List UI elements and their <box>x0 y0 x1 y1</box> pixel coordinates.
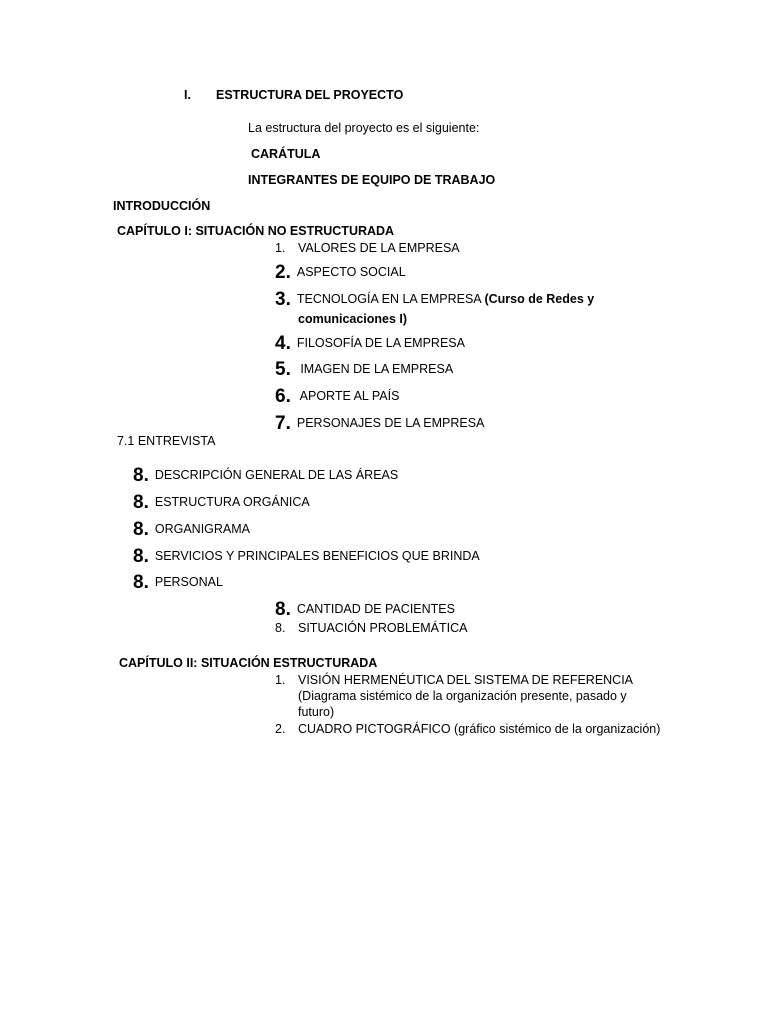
item-text: IMAGEN DE LA EMPRESA <box>296 362 454 376</box>
item-note: (Curso de Redes y <box>484 292 595 306</box>
item-number: 1. <box>275 241 286 255</box>
item-number: 8. <box>275 599 291 620</box>
item-note: (Diagrama sistémico de la organización presente, pasado y <box>298 689 627 703</box>
list-item <box>275 388 399 405</box>
item-number: 5. <box>275 359 291 380</box>
item-number: 8. <box>133 492 149 513</box>
item-note-continued: futuro) <box>298 705 335 719</box>
list-item <box>133 467 398 484</box>
item-note-continued: comunicaciones I) <box>298 312 408 326</box>
list-item <box>275 240 460 256</box>
list-item <box>275 264 406 281</box>
item-note: (gráfico sistémico de la organización) <box>454 722 661 736</box>
item-text: TECNOLOGÍA EN LA EMPRESA <box>296 292 481 306</box>
intro-sentence: La estructura del proyecto es el siguiente: <box>248 121 480 135</box>
item-number: 3. <box>275 289 291 310</box>
list-item <box>275 291 594 308</box>
item-number: 2. <box>275 262 291 283</box>
introduccion-heading: INTRODUCCIÓN <box>113 199 211 213</box>
item-number: 8. <box>133 519 149 540</box>
item-text: FILOSOFÍA DE LA EMPRESA <box>296 336 465 350</box>
list-item <box>275 672 633 688</box>
item-number: 2. <box>275 722 286 736</box>
item-text: CUADRO PICTOGRÁFICO <box>298 722 451 736</box>
item-number: 7. <box>275 413 291 434</box>
chapter2-title: CAPÍTULO II: SITUACIÓN ESTRUCTURADA <box>119 656 378 670</box>
item-text: ORGANIGRAMA <box>154 522 251 536</box>
item-text: DESCRIPCIÓN GENERAL DE LAS ÁREAS <box>154 468 399 482</box>
integrantes-heading: INTEGRANTES DE EQUIPO DE TRABAJO <box>248 173 496 187</box>
item-text: PERSONAJES DE LA EMPRESA <box>296 416 485 430</box>
item-text: PERSONAL <box>154 575 223 589</box>
item-text: SITUACIÓN PROBLEMÁTICA <box>298 621 468 635</box>
section-title: ESTRUCTURA DEL PROYECTO <box>216 88 404 102</box>
list-item <box>133 548 480 565</box>
item-text: ESTRUCTURA ORGÁNICA <box>154 495 310 509</box>
item-number: 6. <box>275 386 291 407</box>
list-item <box>275 361 453 378</box>
caratula-heading: CARÁTULA <box>251 147 321 161</box>
item-number: 8. <box>133 465 149 486</box>
list-item <box>275 620 467 636</box>
list-item <box>133 521 250 538</box>
item-number: 1. <box>275 673 286 687</box>
entrevista-subitem: 7.1 ENTREVISTA <box>117 434 216 448</box>
item-number: 4. <box>275 333 291 354</box>
list-item <box>275 335 465 352</box>
list-item <box>275 601 455 618</box>
item-text: CANTIDAD DE PACIENTES <box>296 602 455 616</box>
item-text: ASPECTO SOCIAL <box>296 265 406 279</box>
section-heading <box>184 87 403 103</box>
item-number: 8. <box>133 572 149 593</box>
item-text: APORTE AL PAÍS <box>296 389 400 403</box>
item-text: SERVICIOS Y PRINCIPALES BENEFICIOS QUE BRINDA <box>154 549 480 563</box>
list-item <box>133 494 310 511</box>
item-text: VISIÓN HERMENÉUTICA DEL SISTEMA DE REFERENCIA <box>298 673 634 687</box>
list-item <box>275 415 484 432</box>
chapter1-title: CAPÍTULO I: SITUACIÓN NO ESTRUCTURADA <box>117 224 395 238</box>
item-number: 8. <box>133 546 149 567</box>
list-item <box>275 721 660 737</box>
item-text: VALORES DE LA EMPRESA <box>298 241 460 255</box>
section-numeral: I. <box>184 88 191 102</box>
list-item <box>133 574 223 591</box>
item-number: 8. <box>275 621 286 635</box>
